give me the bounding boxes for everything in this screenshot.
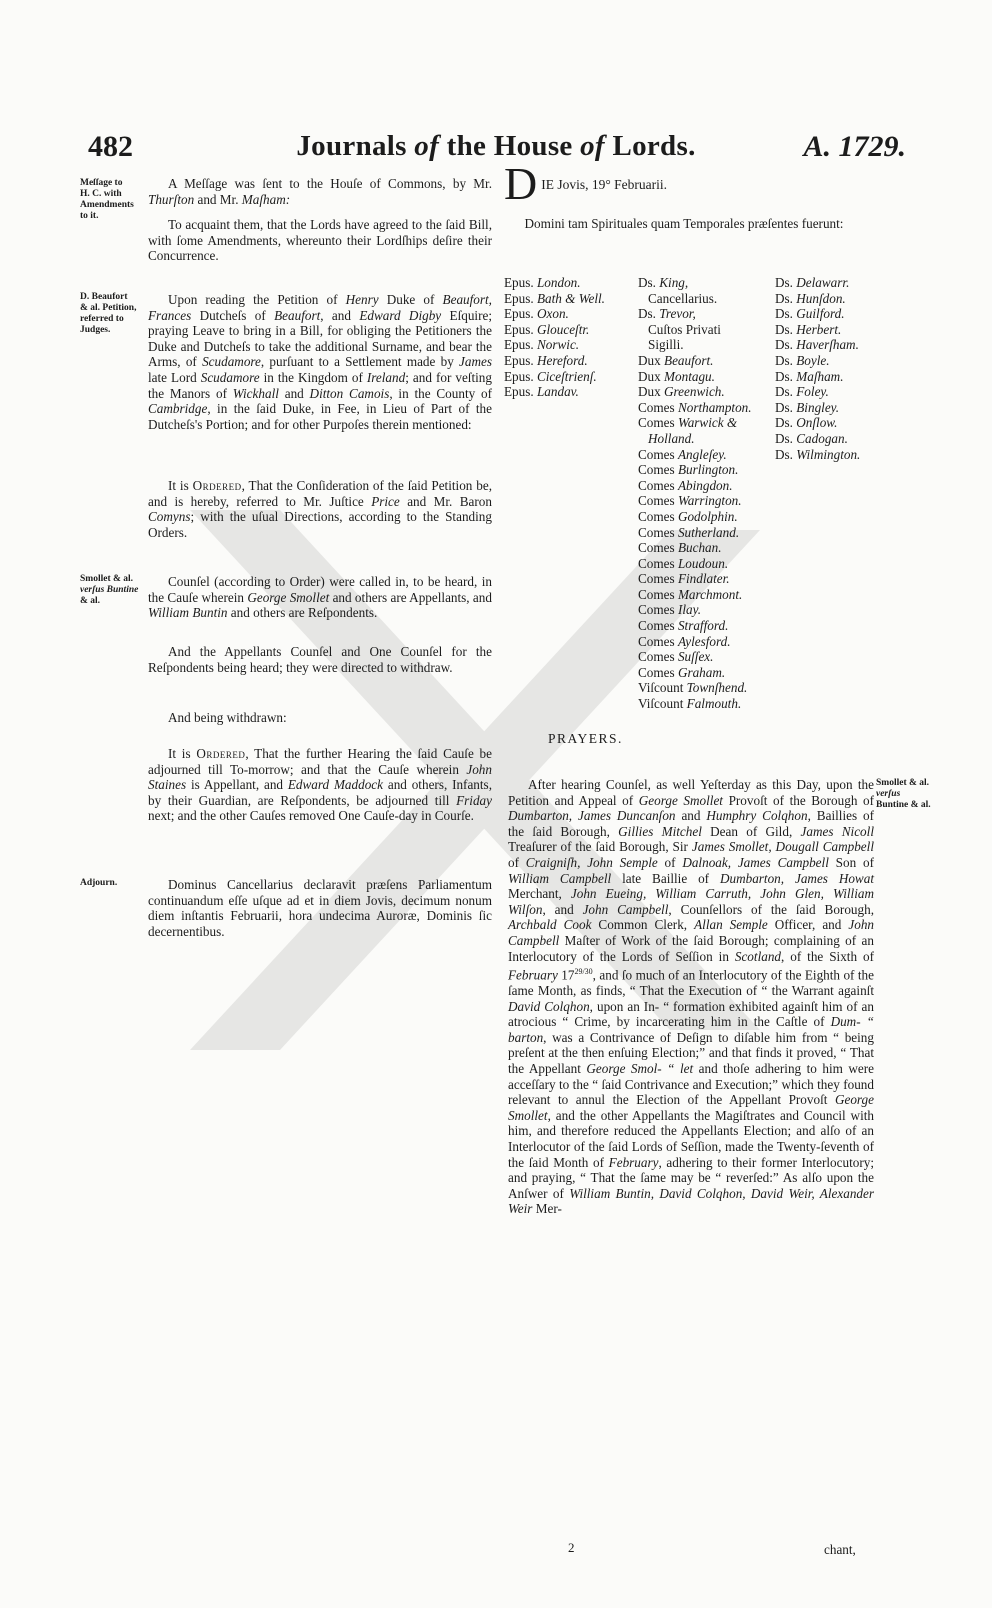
lord-entry: Ds. Hunſdon. xyxy=(775,290,846,306)
lord-entry: Holland. xyxy=(648,430,695,446)
lord-entry: Viſcount Falmouth. xyxy=(638,696,742,712)
page-number: 482 xyxy=(88,130,133,163)
lord-entry: Epus. Norwic. xyxy=(504,337,580,353)
lord-entry: Ds. Haverſham. xyxy=(775,337,859,353)
lord-entry: Comes Ilay. xyxy=(638,602,702,618)
lords-list-bishops xyxy=(504,275,605,400)
paragraph-counsel-called: Counſel (according to Order) were called in, to be heard, in the Cauſe wherein George Smollet and others are Appellants, and William Buntin and others are Reſpondents. xyxy=(148,574,492,621)
lord-entry: Ds. Guilford. xyxy=(775,306,845,322)
paragraph-ordered-referred: It is Ordered, That the Conſideration of the ſaid Petition be, and is hereby, referred to Mr. Juſtice Price and Mr. Baron Comyns; with the uſual Directions, according to the Standing Orders. xyxy=(148,478,492,540)
lord-entry: Comes Findlater. xyxy=(638,571,730,587)
prayers-heading: PRAYERS. xyxy=(548,731,623,746)
year-heading: A. 1729. xyxy=(803,130,906,163)
lord-entry: Ds. Boyle. xyxy=(775,352,830,368)
lord-entry: Comes Warwick & xyxy=(638,415,738,431)
lord-entry: Ds. Foley. xyxy=(775,384,829,400)
lord-entry: Comes Godolphin. xyxy=(638,508,738,524)
lord-entry: Comes Northampton. xyxy=(638,399,752,415)
lord-entry: Comes Burlington. xyxy=(638,462,739,478)
lord-entry: Epus. London. xyxy=(504,275,581,290)
running-title: Journals of the House of Lords. xyxy=(296,130,696,162)
lords-list-barons xyxy=(775,275,860,462)
lord-entry: Cuſtos Privati xyxy=(648,321,721,337)
lord-entry: Ds. Wilmington. xyxy=(775,446,861,462)
lord-entry: Cancellarius. xyxy=(648,290,718,306)
lord-entry: Ds. Cadogan. xyxy=(775,430,848,446)
lord-entry: Comes Aylesford. xyxy=(638,633,731,649)
lord-entry: Comes Sutherland. xyxy=(638,524,740,540)
lord-entry: Ds. King, xyxy=(638,275,689,290)
margin-note-beaufort: D. Beaufort & al. Petition, referred to Judges. xyxy=(80,292,137,335)
lord-entry: Comes Graham. xyxy=(638,664,726,680)
lord-entry: Comes Marchmont. xyxy=(638,586,743,602)
lord-entry: Ds. Herbert. xyxy=(775,321,842,337)
lord-entry: Ds. Delawarr. xyxy=(775,275,850,290)
paragraph-beaufort-petition: Upon reading the Petition of Henry Duke of Beaufort, Frances Dutcheſs of Beaufort, and Edward Digby Eſquire; praying Leave to bring in a Bill, for obliging the Petitioners the Duke and Dutcheſs to take the additional Surname, and bear the Arms, of Scudamore, purſuant to a Settlement made by James late Lord Scudamore in the Kingdom of Ireland; and for veſting the Manors of Wickhall and Ditton Camois, in the County of Cambridge, in the ſaid Duke, in Fee, in Lieu of Part of the Dutcheſs's Portion; and for other Purpoſes therein mentioned: xyxy=(148,292,492,432)
sitting-date: D IE Jovis, 19° Februarii. xyxy=(504,158,667,209)
margin-note-smollet-appeal: Smollet & al. verſus Buntine & al. xyxy=(876,778,931,810)
drop-cap: D xyxy=(504,158,538,209)
lords-list-temporal xyxy=(638,275,752,712)
paragraph-ordered-hearing: It is Ordered, That the further Hearing the ſaid Cauſe be adjourned till To-morrow; and that the Cauſe wherein John Staines is Appellant, and Edward Maddock and others, Infants, by their Guardian, are Reſpondents, be adjourned till Friday next; and the other Cauſes removed One Cauſe-day in Courſe. xyxy=(148,746,493,824)
lord-entry: Ds. Maſham. xyxy=(775,368,844,384)
paragraph-counsel-heard: And the Appellants Counſel and One Counſel for the Reſpondents being heard; they were directed to withdraw. xyxy=(148,644,492,675)
lord-entry: Epus. Ciceſtrienſ. xyxy=(504,368,597,384)
lord-entry: Comes Suſſex. xyxy=(638,649,714,665)
signature-mark: 2 xyxy=(568,1540,575,1555)
lord-entry: Comes Buchan. xyxy=(638,540,722,556)
lord-entry: Epus. Glouceſtr. xyxy=(504,321,590,337)
lord-entry: Comes Strafford. xyxy=(638,618,729,634)
lord-entry: Comes Abingdon. xyxy=(638,477,733,493)
paragraph-message-sent: A Meſſage was ſent to the Houſe of Commons, by Mr. Thurſton and Mr. Maſham: xyxy=(148,176,492,207)
lord-entry: Viſcount Townſhend. xyxy=(638,680,748,696)
lord-entry: Epus. Oxon. xyxy=(504,306,569,322)
lord-entry: Ds. Trevor, xyxy=(638,306,696,322)
paragraph-withdrawn: And being withdrawn: xyxy=(168,710,287,725)
lord-entry: Epus. Hereford. xyxy=(504,352,588,368)
margin-note-adjourn: Adjourn. xyxy=(80,878,118,888)
catchword: chant, xyxy=(824,1542,856,1557)
lord-entry: Epus. Landav. xyxy=(504,384,579,400)
paragraph-acquaint: To acquaint them, that the Lords have agreed to the ſaid Bill, with ſome Amendments, whereunto their Lordſhips deſire their Concurrence. xyxy=(148,217,492,264)
lord-entry: Dux Beaufort. xyxy=(638,352,714,368)
lord-entry: Comes Warrington. xyxy=(638,493,742,509)
lords-present-heading: Domini tam Spirituales quam Temporales præſentes fuerunt: xyxy=(524,216,844,231)
paragraph-adjournment: Dominus Cancellarius declaravit præſens Parliamentum continuandum eſſe uſque ad et in diem Jovis, decimum nonum diem inſtantis Februarii, hora undecima Auroræ, Dominis ſic decernentibus. xyxy=(148,877,492,939)
lord-entry: Ds. Bingley. xyxy=(775,399,840,415)
lord-entry: Ds. Onſlow. xyxy=(775,415,838,431)
lord-entry: Comes Angleſey. xyxy=(638,446,727,462)
margin-note-message: Meſſage to H. C. with Amendments to it. xyxy=(80,178,134,221)
year-fraction: 29/30 xyxy=(574,967,593,977)
lord-entry: Sigilli. xyxy=(648,337,684,353)
lord-entry: Epus. Bath & Well. xyxy=(504,290,605,306)
lord-entry: Dux Greenwich. xyxy=(638,384,725,400)
lord-entry: Dux Montagu. xyxy=(638,368,715,384)
margin-note-smollet: Smollet & al. verſus Buntine & al. xyxy=(80,574,139,606)
lord-entry: Comes Loudoun. xyxy=(638,555,729,571)
paragraph-smollet-appeal: After hearing Counſel, as well Yeſterday as this Day, upon the Petition and Appeal of George Smollet Provoſt of the Borough of Dumbarton, James Duncanſon and Humphry Colqhon, Baillies of the ſaid Borough, Gillies Mitchel Dean of Gild, James Nicoll Treaſurer of the ſaid Borough, Sir James Smollet, Dougall Campbell of Craigniſh, John Semple of Dalnoak, James Campbell Son of William Campbell late Baillie of Dumbarton, James Howat Merchant, John Eueing, William Carruth, John Glen, William Wilſon, and John Campbell, Counſellors of the ſaid Borough, Archbald Cook Common Clerk, Allan Semple Officer, and John Campbell Maſter of Work of the ſaid Borough; complaining of an Interlocutory of the Lords of Seſſion in Scotland, of the Sixth of February $17^{29/30}$, and ſo much of an Interlocutory of the Eighth of the ſame Month, as finds, “ That the Execution of “ the Warrant againſt David Colqhon, upon an In- “ formation exhibited againſt him of an atrocious “ Crime, by incarcerating him in the Caſtle of Dum- “ barton, was a Contrivance of Deſign to diſable him from “ being preſent at the then enſuing Election;” and that finds it proved, “ That the Appellant George Smol- “ let and thoſe adhering to him were acceſſary to the “ ſaid Contrivance and Execution;” which they found relevant to annul the Election of the Appellant Provoſt George Smollet, and the other Appellants the Magiſtrates and Council with him, and therefore reduced the Appellants Election; and alſo of an Interlocutor of the ſaid Lords of Seſſion, made the Twenty-ſeventh of the ſaid Month of February, adhering to their former Interlocutory; and praying, “ That the ſame may be “ reverſed:” As alſo upon the Anſwer of William Buntin, David Colqhon, David Weir, Alexander Weir Mer- xyxy=(508,777,875,1217)
